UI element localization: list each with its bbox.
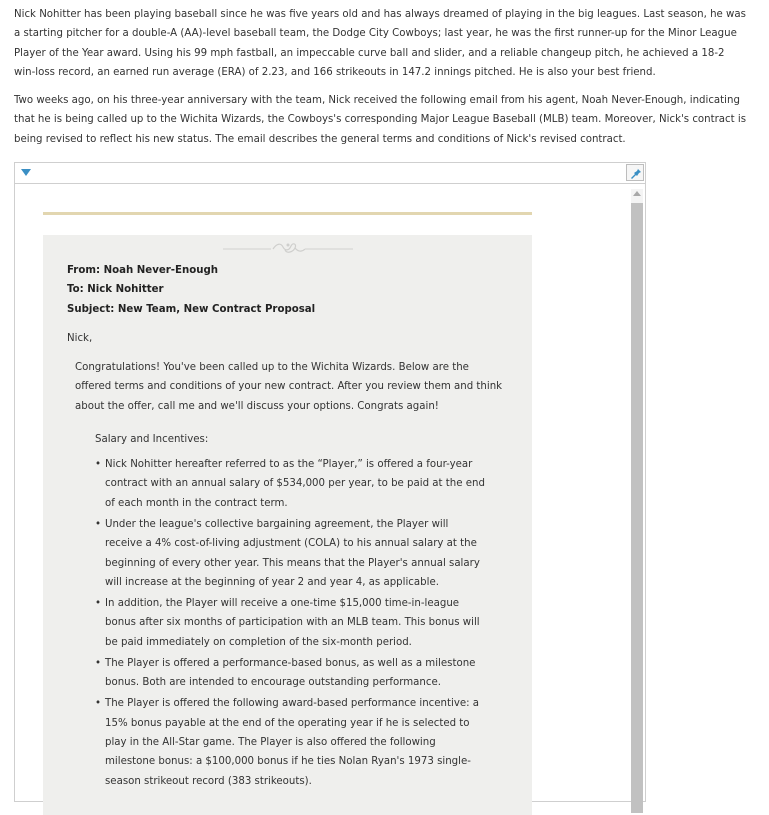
email-subject: Subject: New Team, New Contract Proposal: [67, 304, 316, 315]
email-panel: [14, 162, 646, 802]
scroll-thumb[interactable]: [631, 203, 643, 813]
ornament-flourish-icon: [223, 241, 353, 257]
section-title: Salary and Incentives:: [95, 434, 209, 445]
terms-list: [105, 455, 485, 793]
list-item: • In addition, the Player will receive a one-time $15,000 time-in-league bonus after six months of participation with an MLB team. This bonus will be paid immediately on completion of the six-month period.: [105, 594, 485, 652]
gold-divider: [43, 212, 532, 215]
panel-header: [15, 163, 645, 184]
list-item: • The Player is offered the following award-based performance incentive: a 15% bonus payable at the end of the operating year if he is selected to play in the All-Star game. The Player is also offered the following milestone bonus: a $100,000 bonus if he ties Nolan Ryan's 1973 single-season strikeout record (383 strikeouts).: [105, 694, 485, 791]
email-greeting: Nick,: [67, 333, 93, 344]
list-item: • Nick Nohitter hereafter referred to as the “Player,” is offered a four-year contract with an annual salary of $534,000 per year, to be paid at the end of each month in the contract term.: [105, 455, 485, 513]
pin-icon: [630, 167, 641, 179]
email-from: From: Noah Never-Enough: [67, 265, 219, 276]
collapse-toggle-icon[interactable]: [21, 169, 31, 176]
email-body: Congratulations! You've been called up to the Wichita Wizards. Below are the offered terms and conditions of your new contract. After you review them and think about the offer, call me and we'll discuss your options. Congrats again!: [75, 362, 503, 412]
vertical-scrollbar[interactable]: [631, 189, 643, 809]
intro-paragraph-1: Nick Nohitter has been playing baseball since he was five years old and has always dreamed of playing in the big leagues. Last season, he was a starting pitcher for a double-A (AA)-level baseball team, the Dodge City Cowboys; last year, he was the first runner-up for the Minor League Player of the Year award. Using his 99 mph fastball, an impeccable curve ball and slider, and a reliable changeup pitch, he achieved a 18-2 win-loss record, an earned run average (ERA) of 2.23, and 166 strikeouts in 147.2 innings pitched. He is also your best friend.: [14, 9, 746, 79]
pin-button[interactable]: [626, 164, 644, 181]
email-to: To: Nick Nohitter: [67, 284, 164, 295]
list-item: • The Player is offered a performance-based bonus, as well as a milestone bonus. Both are intended to encourage outstanding performance.: [105, 654, 485, 693]
scroll-up-arrow-icon[interactable]: [633, 191, 641, 196]
list-item: • Under the league's collective bargaining agreement, the Player will receive a 4% cost-of-living adjustment (COLA) to his annual salary at the beginning of every other year. This means that the Player's annual salary will increase at the beginning of year 2 and year 4, as applicable.: [105, 515, 485, 593]
intro-paragraph-2: Two weeks ago, on his three-year anniversary with the team, Nick received the following email from his agent, Noah Never-Enough, indicating that he is being called up to the Wichita Wizards, the Cowboys's corresponding Major League Baseball (MLB) team. Moreover, Nick's contract is being revised to reflect his new status. The email describes the general terms and conditions of Nick's revised contract.: [14, 95, 747, 145]
email-card: [43, 235, 532, 815]
